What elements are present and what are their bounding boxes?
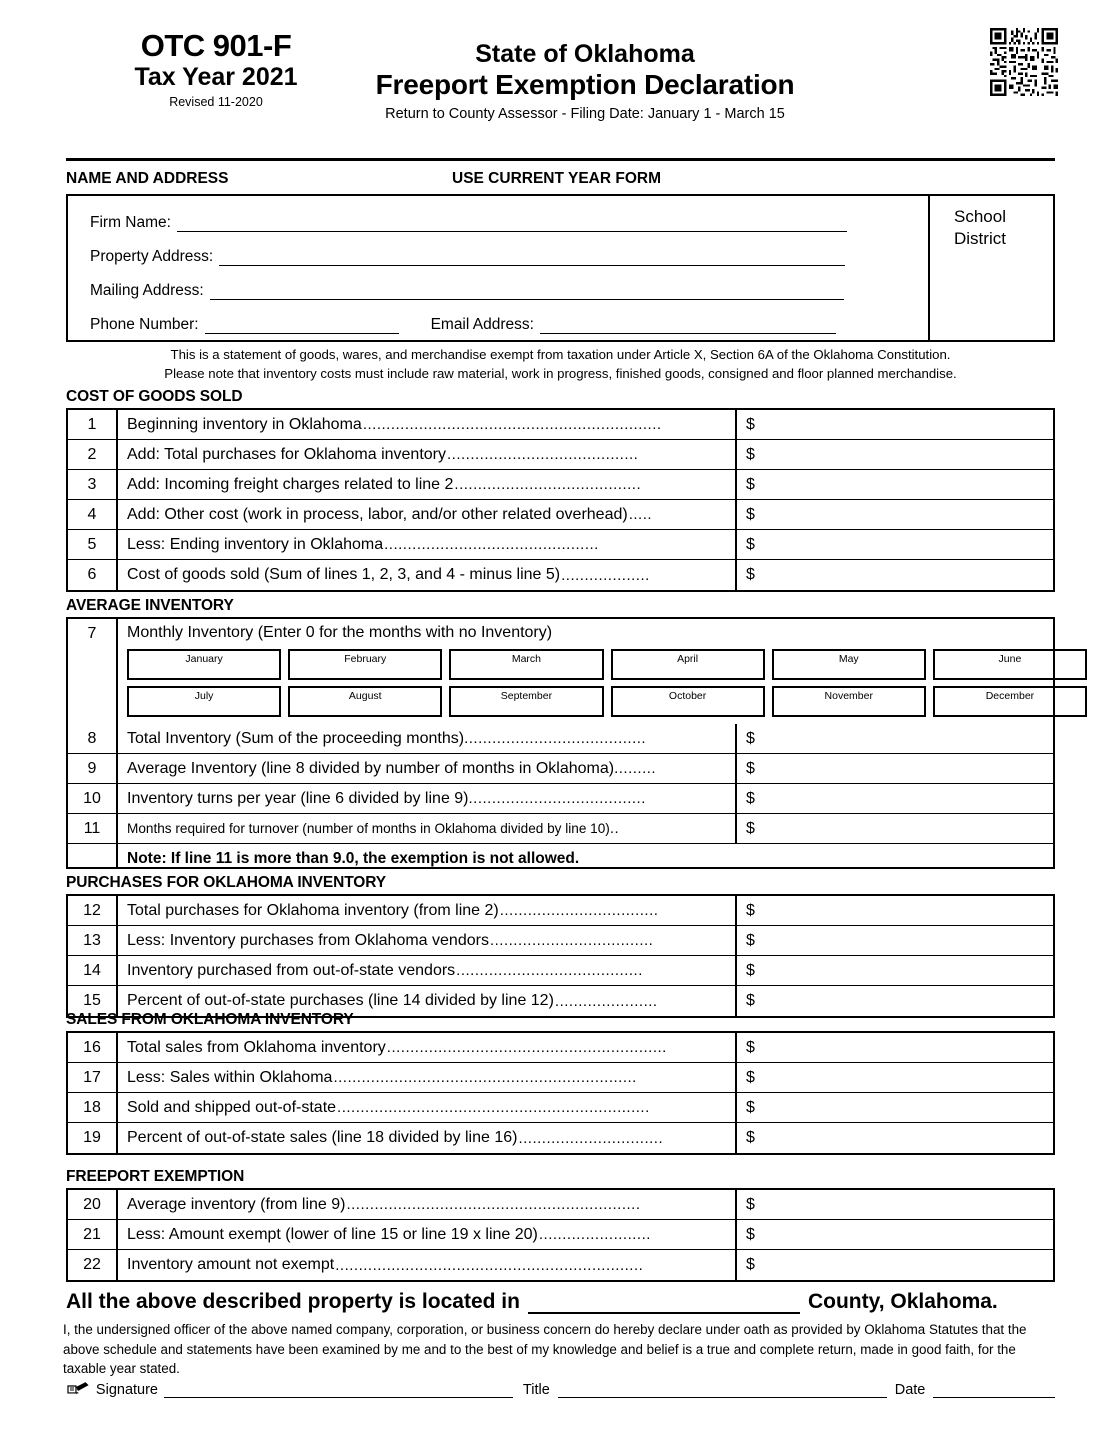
line-description — [118, 1250, 737, 1280]
date-label: Date — [894, 1382, 926, 1398]
amount-input-line-6[interactable] — [737, 560, 1053, 590]
currency-symbol: $ — [746, 415, 755, 433]
leader-dots: ............................................................ — [386, 1039, 667, 1056]
line-number-7: 7 — [87, 625, 97, 642]
table-row — [68, 926, 1053, 956]
filing-instructions: Return to County Assessor - Filing Date: January 1 - March 15 — [385, 105, 785, 122]
phone-email-row — [90, 314, 836, 334]
line-description — [118, 1123, 737, 1153]
line-description — [118, 784, 737, 813]
header-divider — [66, 158, 1055, 161]
line-number-22: 22 — [68, 1250, 118, 1280]
amount-input-line-11[interactable] — [737, 814, 1053, 843]
leader-dots: ........................................ — [454, 476, 642, 493]
amount-input-line-10[interactable] — [737, 784, 1053, 813]
month-label: October — [668, 690, 707, 702]
table-row — [68, 500, 1053, 530]
amount-input-line-15[interactable] — [737, 986, 1053, 1016]
table-row — [68, 1093, 1053, 1123]
amount-input-line-3[interactable] — [737, 470, 1053, 499]
section-heading-average-inventory: AVERAGE INVENTORY — [66, 597, 234, 614]
revised-date: Revised 11-2020 — [169, 95, 263, 110]
line-number-19: 19 — [68, 1123, 118, 1153]
statement-text — [66, 346, 1055, 383]
line-number-17: 17 — [68, 1063, 118, 1092]
name-address-heading: NAME AND ADDRESS — [66, 170, 229, 187]
currency-symbol: $ — [746, 901, 755, 919]
leader-dots: ........................................ — [456, 962, 643, 979]
note-row-number-spacer — [68, 844, 116, 874]
line-description-text: Cost of goods sold (Sum of lines 1, 2, 3, and 4 - minus line 5) — [127, 566, 561, 583]
table-row — [68, 470, 1053, 500]
currency-symbol: $ — [746, 1068, 755, 1086]
currency-symbol: $ — [746, 535, 755, 553]
line-description — [118, 896, 737, 925]
amount-input-line-9[interactable] — [737, 754, 1053, 783]
table-row — [118, 724, 1053, 754]
leader-dots: ................... — [561, 566, 650, 584]
line-number-8: 8 — [68, 724, 116, 754]
currency-symbol: $ — [746, 759, 755, 777]
line-description — [118, 410, 737, 439]
month-input-july[interactable] — [127, 686, 281, 717]
school-district-box[interactable] — [928, 196, 1053, 340]
title-input[interactable] — [558, 1383, 887, 1398]
mailing-address-label: Mailing Address: — [90, 282, 204, 299]
table-row — [68, 1190, 1053, 1220]
line-number-12: 12 — [68, 896, 118, 925]
phone-number-label: Phone Number: — [90, 316, 199, 333]
email-address-input[interactable] — [540, 319, 836, 334]
table-row — [68, 1123, 1053, 1153]
line-description-text: Sold and shipped out-of-state — [127, 1098, 337, 1116]
line-description-text: Inventory purchased from out-of-state vendors — [127, 961, 456, 979]
line-description-text: Beginning inventory in Oklahoma — [127, 415, 362, 433]
table-row — [68, 956, 1053, 986]
month-input-february[interactable] — [288, 649, 442, 680]
currency-symbol: $ — [746, 475, 755, 493]
leader-dots: ................................................................. — [333, 1069, 637, 1086]
amount-input-line-13[interactable] — [737, 926, 1053, 955]
firm-name-input[interactable] — [177, 217, 847, 232]
line-description — [118, 1220, 737, 1249]
line-description — [118, 530, 737, 559]
currency-symbol: $ — [746, 1256, 755, 1273]
month-input-october[interactable] — [611, 686, 765, 717]
line-description-text: Total Inventory (Sum of the proceeding months) — [127, 729, 465, 747]
month-input-november[interactable] — [772, 686, 926, 717]
line-description — [118, 1063, 737, 1092]
amount-input-line-4[interactable] — [737, 500, 1053, 529]
table-row — [68, 560, 1053, 590]
table-row — [68, 1220, 1053, 1250]
currency-symbol: $ — [746, 505, 755, 523]
line-description — [118, 956, 737, 985]
state-title: State of Oklahoma — [475, 40, 695, 68]
monthly-inventory-grid — [127, 649, 1087, 723]
line-description — [118, 560, 737, 590]
amount-input-line-12[interactable] — [737, 896, 1053, 925]
line-number-20: 20 — [68, 1190, 118, 1219]
line-number-4: 4 — [68, 500, 118, 529]
table-row — [118, 784, 1053, 814]
currency-symbol: $ — [746, 1038, 755, 1056]
county-oklahoma-label: County, Oklahoma. — [807, 1290, 998, 1313]
month-label: September — [500, 690, 553, 702]
table-row — [68, 1250, 1053, 1280]
amount-input-line-1[interactable] — [737, 410, 1053, 439]
note-row — [118, 844, 1053, 874]
property-address-input[interactable] — [219, 251, 845, 266]
currency-symbol: $ — [746, 1129, 755, 1146]
amount-input-line-8[interactable] — [737, 724, 1053, 753]
firm-name-label: Firm Name: — [90, 214, 171, 231]
declaration-text: I, the undersigned officer of the above named company, corporation, or business concern do hereby declare under oath as provided by Oklahoma Statutes that the above schedule and statements have been examined by me and to the best of my knowledge and belief is a true and complete return, made in good faith, for the taxable year stated. — [63, 1322, 1027, 1377]
title-label: Title — [522, 1382, 550, 1398]
leader-dots: ....................................... — [464, 730, 647, 747]
currency-symbol: $ — [746, 1098, 755, 1116]
table-row — [68, 1033, 1053, 1063]
line-number-10: 10 — [68, 784, 116, 814]
leader-dots: .. — [609, 820, 620, 837]
form-title-block — [330, 40, 840, 122]
table-row — [68, 530, 1053, 560]
line-number-2: 2 — [68, 440, 118, 469]
line-number-18: 18 — [68, 1093, 118, 1122]
leader-dots: ......................................... — [446, 446, 639, 463]
line-description-text: Average inventory (from line 9) — [127, 1195, 346, 1213]
mailing-address-row — [90, 280, 844, 300]
month-input-december[interactable] — [933, 686, 1087, 717]
line-description — [118, 440, 737, 469]
property-address-row — [90, 246, 845, 266]
firm-name-row — [90, 212, 847, 232]
amount-input-line-14[interactable] — [737, 956, 1053, 985]
use-current-year-notice: USE CURRENT YEAR FORM — [452, 170, 661, 187]
leader-dots: ................................................................ — [362, 416, 662, 433]
phone-number-input[interactable] — [205, 319, 399, 334]
table-row — [68, 410, 1053, 440]
leader-dots: ..... — [628, 506, 653, 523]
month-label: April — [677, 653, 699, 665]
amount-input-line-20[interactable] — [737, 1190, 1053, 1219]
amount-input-line-5[interactable] — [737, 530, 1053, 559]
line-number-16: 16 — [68, 1033, 118, 1062]
name-address-labels — [66, 170, 1055, 194]
month-label: June — [998, 653, 1022, 665]
line-number-1: 1 — [68, 410, 118, 439]
month-label: January — [185, 653, 223, 665]
page-title: Freeport Exemption Declaration — [375, 68, 795, 100]
month-row — [127, 649, 1087, 680]
currency-symbol: $ — [746, 931, 755, 949]
line-number-13: 13 — [68, 926, 118, 955]
form-number: OTC 901-F — [140, 28, 292, 63]
month-row — [127, 686, 1087, 717]
qr-code-icon — [990, 28, 1058, 96]
located-in-label: All the above described property is located in — [66, 1290, 520, 1313]
average-inventory-rows — [118, 724, 1053, 874]
section-heading-sales: SALES FROM OKLAHOMA INVENTORY — [66, 1011, 354, 1028]
section-heading-purchases: PURCHASES FOR OKLAHOMA INVENTORY — [66, 874, 387, 891]
table-row — [68, 896, 1053, 926]
line-description-text: Inventory turns per year (line 6 divided by line 9) — [127, 789, 469, 807]
table-row — [118, 814, 1053, 844]
currency-symbol: $ — [746, 445, 755, 463]
line-description-text: Inventory amount not exempt — [127, 1256, 335, 1273]
line-description — [118, 1033, 737, 1062]
leader-dots: ...................................... — [468, 790, 646, 807]
table-sales — [66, 1031, 1055, 1155]
line-description-text: Less: Sales within Oklahoma — [127, 1068, 333, 1086]
section-heading-freeport: FREEPORT EXEMPTION — [66, 1168, 245, 1185]
currency-symbol: $ — [746, 961, 755, 979]
signature-label: Signature — [95, 1382, 158, 1398]
table-row — [68, 1063, 1053, 1093]
section-heading-cost-of-goods-sold: COST OF GOODS SOLD — [66, 388, 243, 405]
statement-line-2: Please note that inventory costs must include raw material, work in progress, finished goods, consigned and floor planned merchandise. — [164, 365, 957, 381]
line-description-text: Total sales from Oklahoma inventory — [127, 1038, 386, 1056]
date-input[interactable] — [933, 1383, 1055, 1398]
month-input-january[interactable] — [127, 649, 281, 680]
month-label: December — [985, 690, 1035, 702]
line-description-text: Less: Inventory purchases from Oklahoma vendors — [127, 931, 489, 949]
line-description — [118, 814, 737, 843]
line-description-text: Percent of out-of-state sales (line 18 divided by line 16) — [127, 1129, 518, 1146]
tax-year: Tax Year 2021 — [134, 62, 298, 91]
currency-symbol: $ — [746, 819, 755, 837]
average-inventory-content — [118, 619, 1053, 867]
leader-dots: ...................... — [554, 992, 658, 1010]
leader-dots: .................................. — [499, 902, 659, 919]
county-location-statement — [66, 1290, 1055, 1314]
table-row — [118, 754, 1053, 784]
month-label: February — [344, 653, 387, 665]
leader-dots: .............................................. — [384, 536, 599, 553]
table-average-inventory — [66, 617, 1055, 869]
line-number-21: 21 — [68, 1220, 118, 1249]
leader-dots: ............................... — [518, 1129, 664, 1147]
month-label: May — [838, 653, 859, 665]
amount-input-line-16[interactable] — [737, 1033, 1053, 1062]
line-description — [118, 1190, 737, 1219]
email-address-label: Email Address: — [430, 316, 534, 333]
leader-dots: ................................................................... — [337, 1099, 650, 1116]
month-label: August — [348, 690, 382, 702]
mailing-address-input[interactable] — [210, 285, 844, 300]
line-description-text: Months required for turnover (number of months in Oklahoma divided by line 10) — [127, 821, 610, 836]
school-district-label: School District — [954, 207, 1006, 249]
name-address-fields — [68, 196, 928, 340]
currency-symbol: $ — [746, 992, 755, 1009]
table-purchases — [66, 894, 1055, 1018]
line-description-text: Total purchases for Oklahoma inventory (from line 2) — [127, 901, 499, 919]
leader-dots: ................................... — [489, 932, 654, 949]
amount-input-line-2[interactable] — [737, 440, 1053, 469]
leader-dots: ......... — [614, 760, 657, 777]
month-input-june[interactable] — [933, 649, 1087, 680]
amount-input-line-19[interactable] — [737, 1123, 1053, 1153]
currency-symbol: $ — [746, 1225, 755, 1243]
exemption-note: Note: If line 11 is more than 9.0, the exemption is not allowed. — [127, 850, 580, 867]
line-description — [118, 926, 737, 955]
line-number-15: 15 — [68, 986, 118, 1016]
month-input-may[interactable] — [772, 649, 926, 680]
line-description — [118, 754, 737, 783]
signature-row — [66, 1379, 1055, 1398]
line-description-text: Percent of out-of-state purchases (line 14 divided by line 12) — [127, 992, 554, 1009]
currency-symbol: $ — [746, 1195, 755, 1213]
amount-input-line-18[interactable] — [737, 1093, 1053, 1122]
line-description — [118, 1093, 737, 1122]
line-number-3: 3 — [68, 470, 118, 499]
leader-dots: ........................ — [538, 1226, 651, 1243]
table-freeport-exemption — [66, 1188, 1055, 1282]
line-number-9: 9 — [68, 754, 116, 784]
monthly-inventory-title: Monthly Inventory (Enter 0 for the months with no Inventory) — [127, 624, 553, 641]
line-description-text: Add: Total purchases for Oklahoma inventory — [127, 445, 446, 463]
average-inventory-line-numbers — [68, 619, 118, 867]
amount-input-line-17[interactable] — [737, 1063, 1053, 1092]
month-input-august[interactable] — [288, 686, 442, 717]
month-input-april[interactable] — [611, 649, 765, 680]
line-description — [118, 724, 737, 753]
leader-dots: ............................................................... — [346, 1196, 641, 1213]
line-description-text: Less: Amount exempt (lower of line 15 or line 19 x line 20) — [127, 1225, 538, 1243]
currency-symbol: $ — [746, 789, 755, 807]
line-number-5: 5 — [68, 530, 118, 559]
month-input-march[interactable] — [449, 649, 603, 680]
currency-symbol: $ — [746, 566, 755, 583]
amount-input-line-21[interactable] — [737, 1220, 1053, 1249]
form-header — [0, 0, 1120, 140]
line-description-text: Add: Other cost (work in process, labor, and/or other related overhead) — [127, 505, 628, 523]
month-label: March — [511, 653, 542, 665]
line-description-text: Average Inventory (line 8 divided by number of months in Oklahoma) — [127, 759, 615, 777]
hand-signing-icon — [66, 1379, 92, 1398]
county-input[interactable] — [528, 1293, 800, 1314]
month-input-september[interactable] — [449, 686, 603, 717]
table-row — [68, 440, 1053, 470]
amount-input-line-22[interactable] — [737, 1250, 1053, 1280]
line-number-11: 11 — [68, 814, 116, 844]
line-number-14: 14 — [68, 956, 118, 985]
line-description-text: Add: Incoming freight charges related to line 2 — [127, 475, 454, 493]
currency-symbol: $ — [746, 729, 755, 747]
line-description — [118, 500, 737, 529]
statement-line-1: This is a statement of goods, wares, and merchandise exempt from taxation under Article X, Section 6A of the Oklahoma Constitution. — [170, 347, 951, 362]
line-description-text: Less: Ending inventory in Oklahoma — [127, 535, 384, 553]
month-label: November — [824, 690, 873, 702]
line-description — [118, 470, 737, 499]
leader-dots: .................................................................. — [335, 1256, 644, 1274]
signature-input[interactable] — [164, 1383, 513, 1398]
table-cost-of-goods-sold — [66, 408, 1055, 592]
line-number-6: 6 — [68, 560, 118, 590]
form-identity-block — [66, 30, 366, 109]
name-address-box — [66, 194, 1055, 342]
month-label: July — [194, 690, 214, 702]
property-address-label: Property Address: — [90, 248, 214, 265]
